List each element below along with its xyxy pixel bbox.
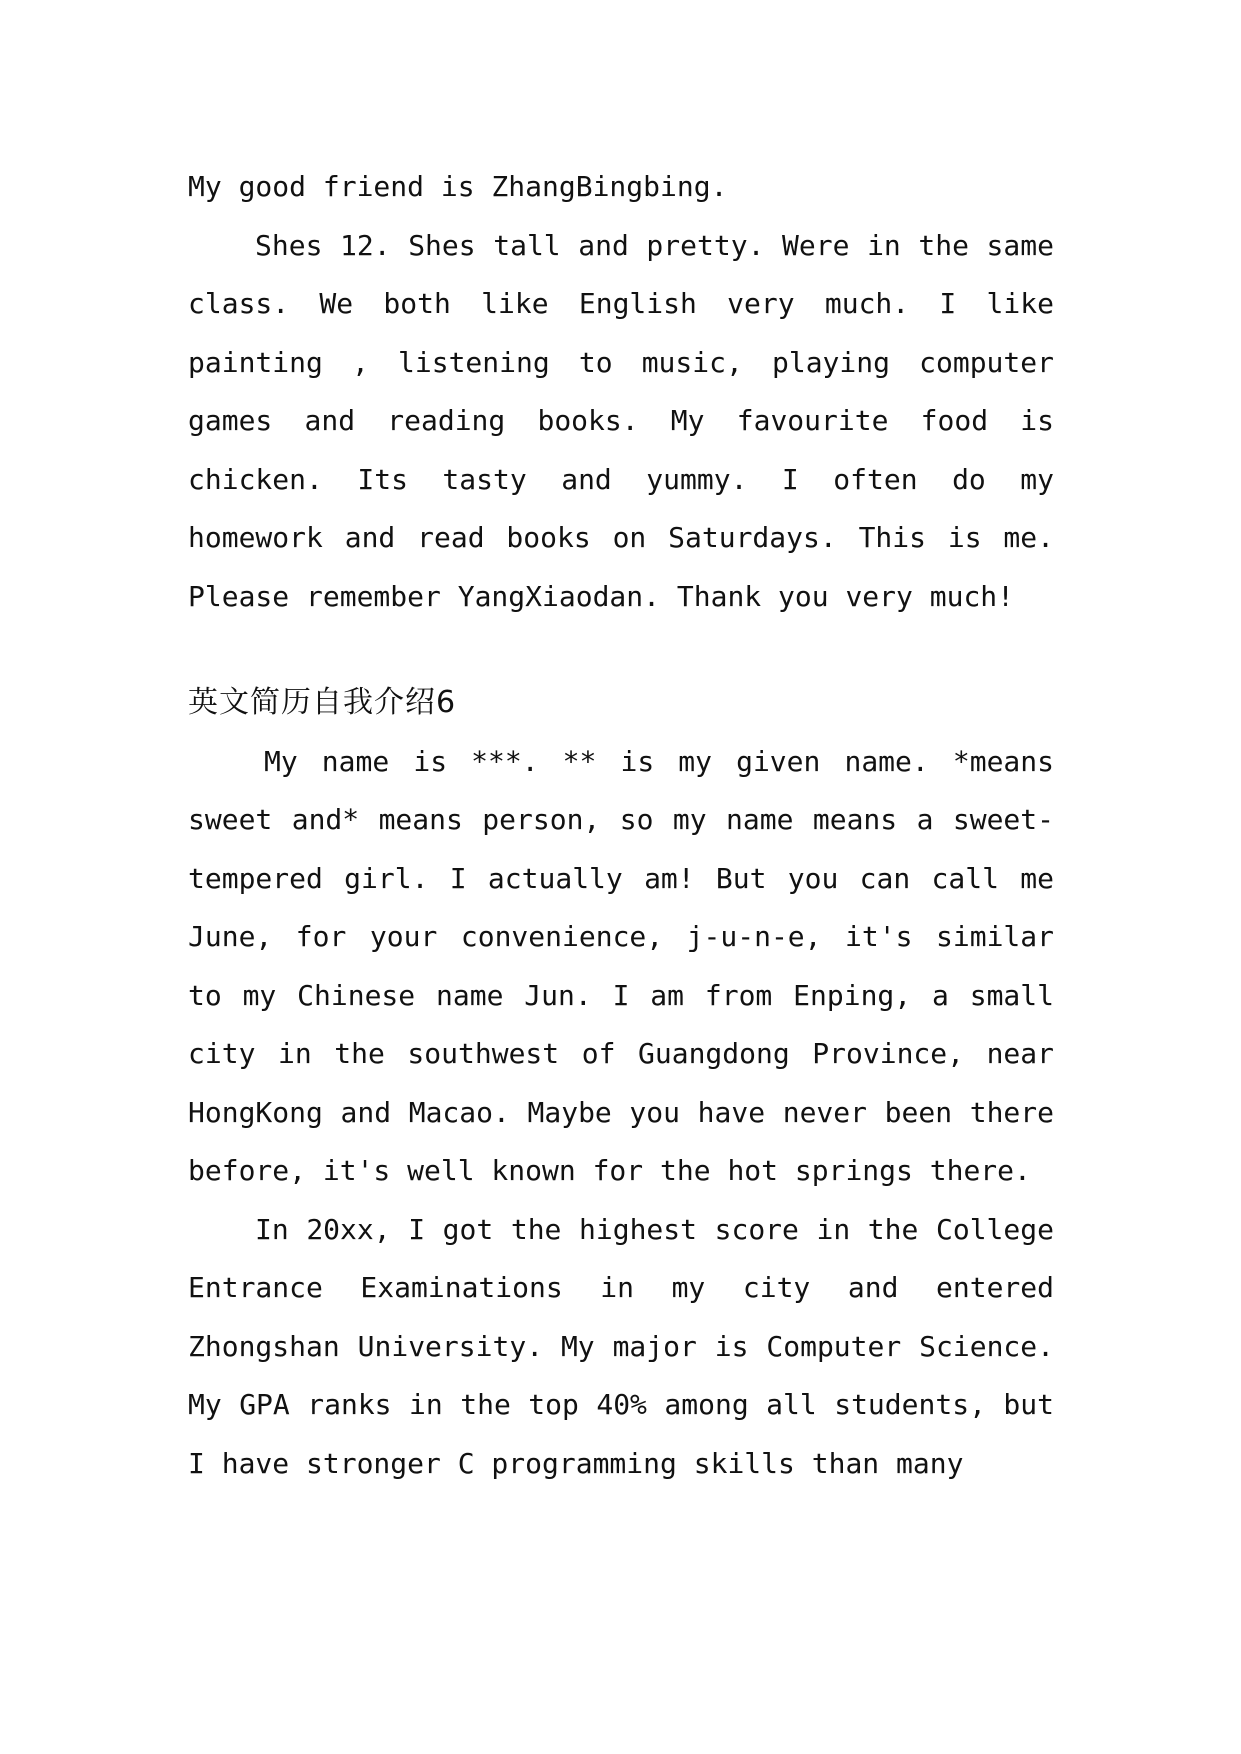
section-heading: 英文简历自我介绍6 [188,685,457,720]
paragraph-education: In 20xx, I got the highest score in the College Entrance Examinations in my city and entered Zhongshan University. My major is Computer Science. My GPA ranks in the top 40% among all students, but I have stronger C programming skills than many [188,1212,1054,1480]
paragraph-friend-intro: My good friend is ZhangBingbing. [188,170,728,203]
paragraph-name-origin: My name is ***. ** is my given name. *means sweet and* means person, so my name means a sweet-tempered girl. I actually am! But you can call me June, for your convenience, j-u-n-e, it's similar to my Chinese name Jun. I am from Enping, a small city in the southwest of Guangdong Province, near HongKong and Macao. Maybe you have never been there before, it's well known for the hot springs there. [188,744,1054,1187]
paragraph-self-description: Shes 12. Shes tall and pretty. Were in the same class. We both like English very much. I like painting , listening to music, playing computer games and reading books. My favourite food is chicken. Its tasty and yummy. I often do my homework and read books on Saturdays. This is me. Please remember YangXiaodan. Thank you very much! [188,228,1054,613]
document-body [188,158,1054,1493]
section-gap [188,626,1054,674]
